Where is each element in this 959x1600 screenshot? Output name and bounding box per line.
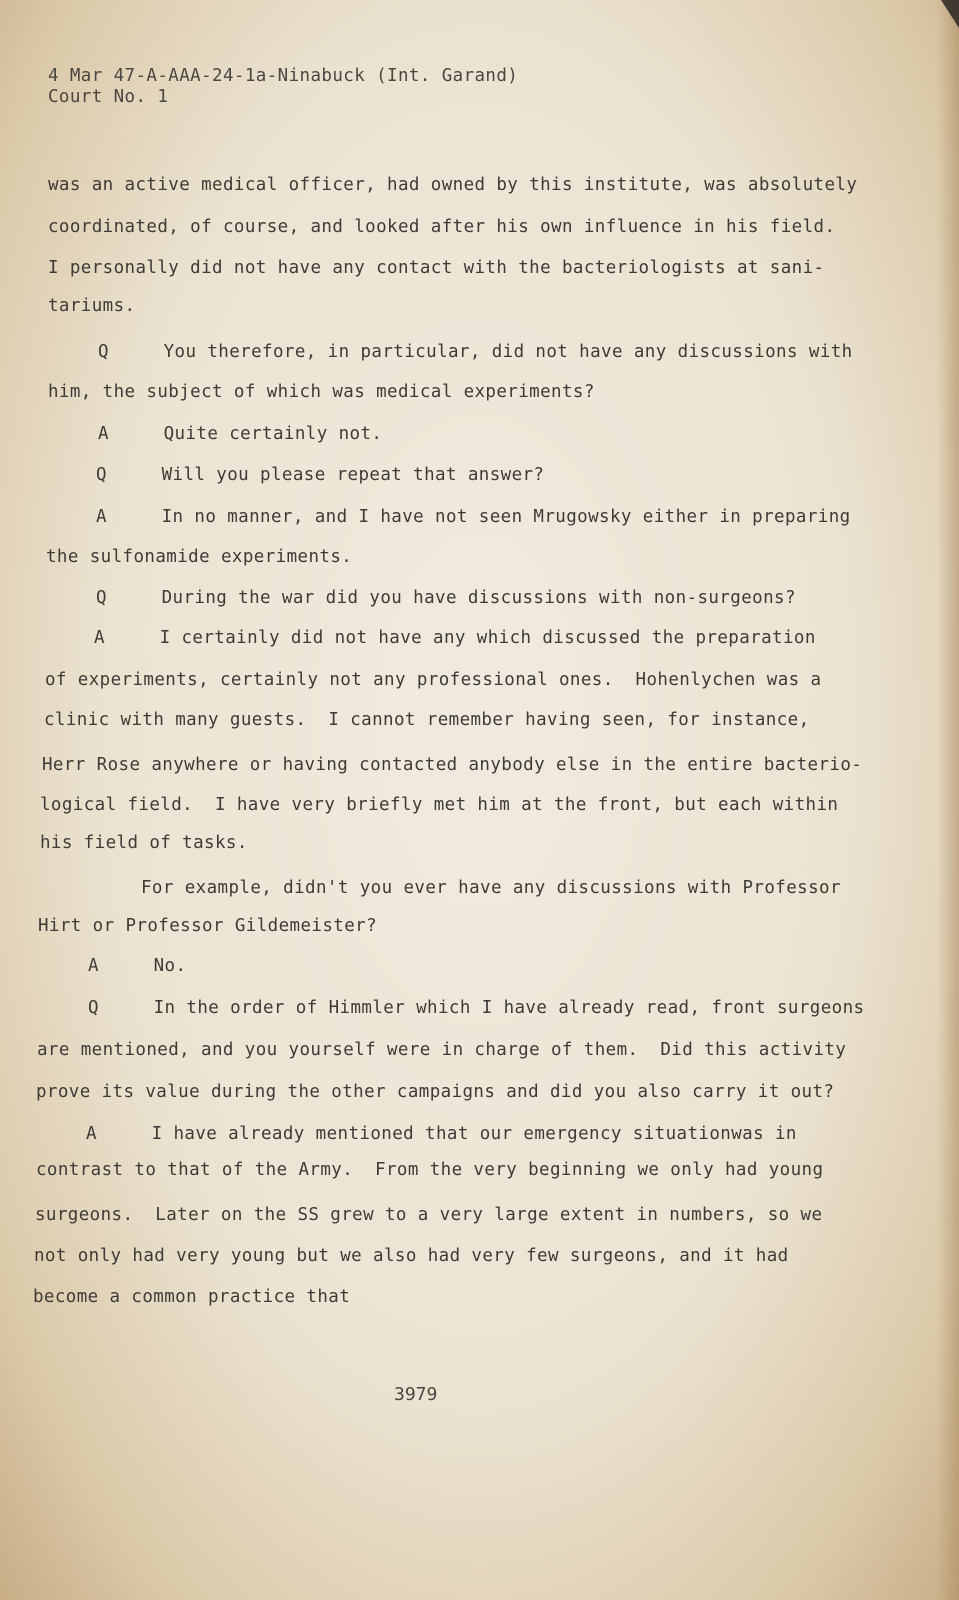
answer-line: A In no manner, and I have not seen Mrugowsky either in preparing <box>96 507 851 527</box>
text-line: was an active medical officer, had owned by this institute, was absolutely <box>48 175 858 195</box>
text-line: Herr Rose anywhere or having contacted anybody else in the entire bacterio- <box>42 755 863 775</box>
text-line: coordinated, of course, and looked after his own influence in his field. <box>48 217 836 237</box>
text-line: become a common practice that <box>33 1287 351 1307</box>
text-line: the sulfonamide experiments. <box>46 547 353 567</box>
text-line: him, the subject of which was medical experiments? <box>48 382 595 402</box>
question-line: For example, didn't you ever have any discussions with Professor <box>141 878 841 898</box>
text-line: contrast to that of the Army. From the very beginning we only had young <box>36 1160 824 1180</box>
question-line: Q In the order of Himmler which I have already read, front surgeons <box>88 998 865 1018</box>
text-line: clinic with many guests. I cannot remember having seen, for instance, <box>44 710 810 730</box>
text-line: his field of tasks. <box>40 833 248 853</box>
answer-line: A I certainly did not have any which discussed the preparation <box>94 628 816 648</box>
question-line: Q Will you please repeat that answer? <box>96 465 545 485</box>
text-line: tariums. <box>48 296 136 316</box>
text-line: I personally did not have any contact with the bacteriologists at sani- <box>48 258 825 278</box>
text-line: surgeons. Later on the SS grew to a very large extent in numbers, so we <box>35 1205 823 1225</box>
court-number: Court No. 1 <box>48 87 169 107</box>
question-line: Q You therefore, in particular, did not have any discussions with <box>98 342 853 362</box>
text-line: Hirt or Professor Gildemeister? <box>38 916 378 936</box>
answer-line: A Quite certainly not. <box>98 424 383 444</box>
answer-line: A No. <box>88 956 187 976</box>
question-line: Q During the war did you have discussions with non-surgeons? <box>96 588 796 608</box>
answer-line: A I have already mentioned that our emergency situationwas in <box>86 1124 797 1144</box>
text-line: not only had very young but we also had very few surgeons, and it had <box>34 1246 789 1266</box>
text-line: prove its value during the other campaigns and did you also carry it out? <box>36 1082 835 1102</box>
paper-edge-shadow <box>937 0 959 1600</box>
text-line: are mentioned, and you yourself were in charge of them. Did this activity <box>37 1040 847 1060</box>
text-line: of experiments, certainly not any professional ones. Hohenlychen was a <box>45 670 822 690</box>
page-number: 3979 <box>394 1384 438 1405</box>
document-header-reference: 4 Mar 47-A-AAA-24-1a-Ninabuck (Int. Garand) <box>48 66 519 86</box>
text-line: logical field. I have very briefly met him at the front, but each within <box>40 795 839 815</box>
